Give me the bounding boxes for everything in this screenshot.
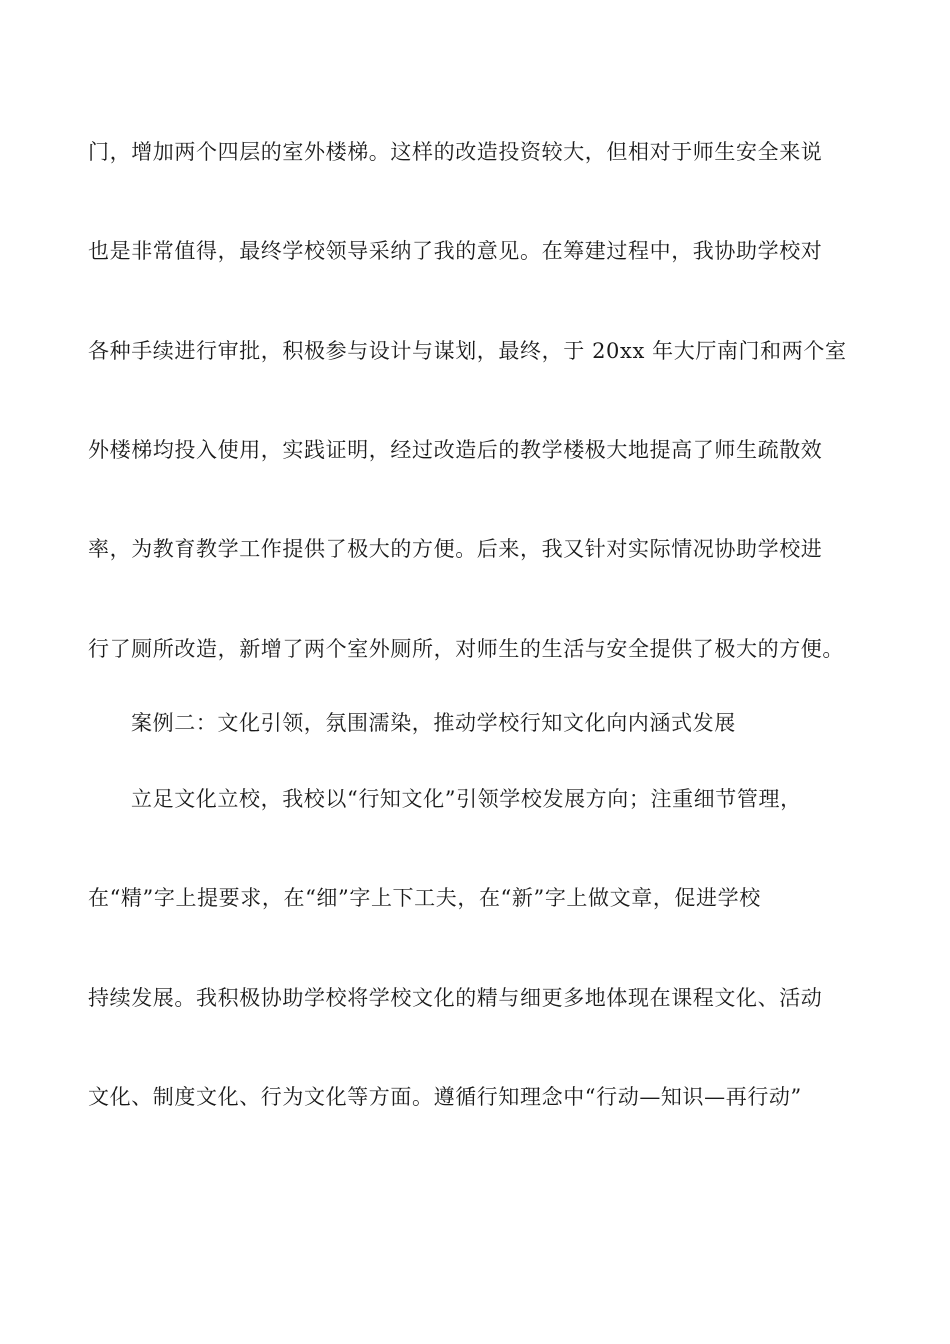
paragraph-line: 也是非常值得，最终学校领导采纳了我的意见。在筹建过程中，我协助学校对 — [88, 239, 823, 263]
case-heading: 案例二：文化引领，氛围濡染，推动学校行知文化向内涵式发展 — [131, 711, 736, 735]
paragraph-line: 率，为教育教学工作提供了极大的方便。后来，我又针对实际情况协助学校进 — [88, 537, 823, 561]
paragraph-line: 立足文化立校，我校以“行知文化”引领学校发展方向；注重细节管理， — [131, 787, 802, 811]
paragraph-line: 行了厕所改造，新增了两个室外厕所，对师生的生活与安全提供了极大的方便。 — [88, 637, 844, 661]
paragraph-line: 文化、制度文化、行为文化等方面。遵循行知理念中“行动—知识—再行动” — [88, 1085, 802, 1109]
paragraph-line: 各种手续进行审批，积极参与设计与谋划，最终，于 20xx 年大厅南门和两个室 — [88, 339, 847, 363]
paragraph-line: 持续发展。我积极协助学校将学校文化的精与细更多地体现在课程文化、活动 — [88, 986, 823, 1010]
paragraph-line: 门，增加两个四层的室外楼梯。这样的改造投资较大，但相对于师生安全来说 — [88, 140, 823, 164]
paragraph-line: 外楼梯均投入使用，实践证明，经过改造后的教学楼极大地提高了师生疏散效 — [88, 438, 823, 462]
paragraph-line: 在“精”字上提要求，在“细”字上下工夫，在“新”字上做文章，促进学校 — [88, 886, 761, 910]
